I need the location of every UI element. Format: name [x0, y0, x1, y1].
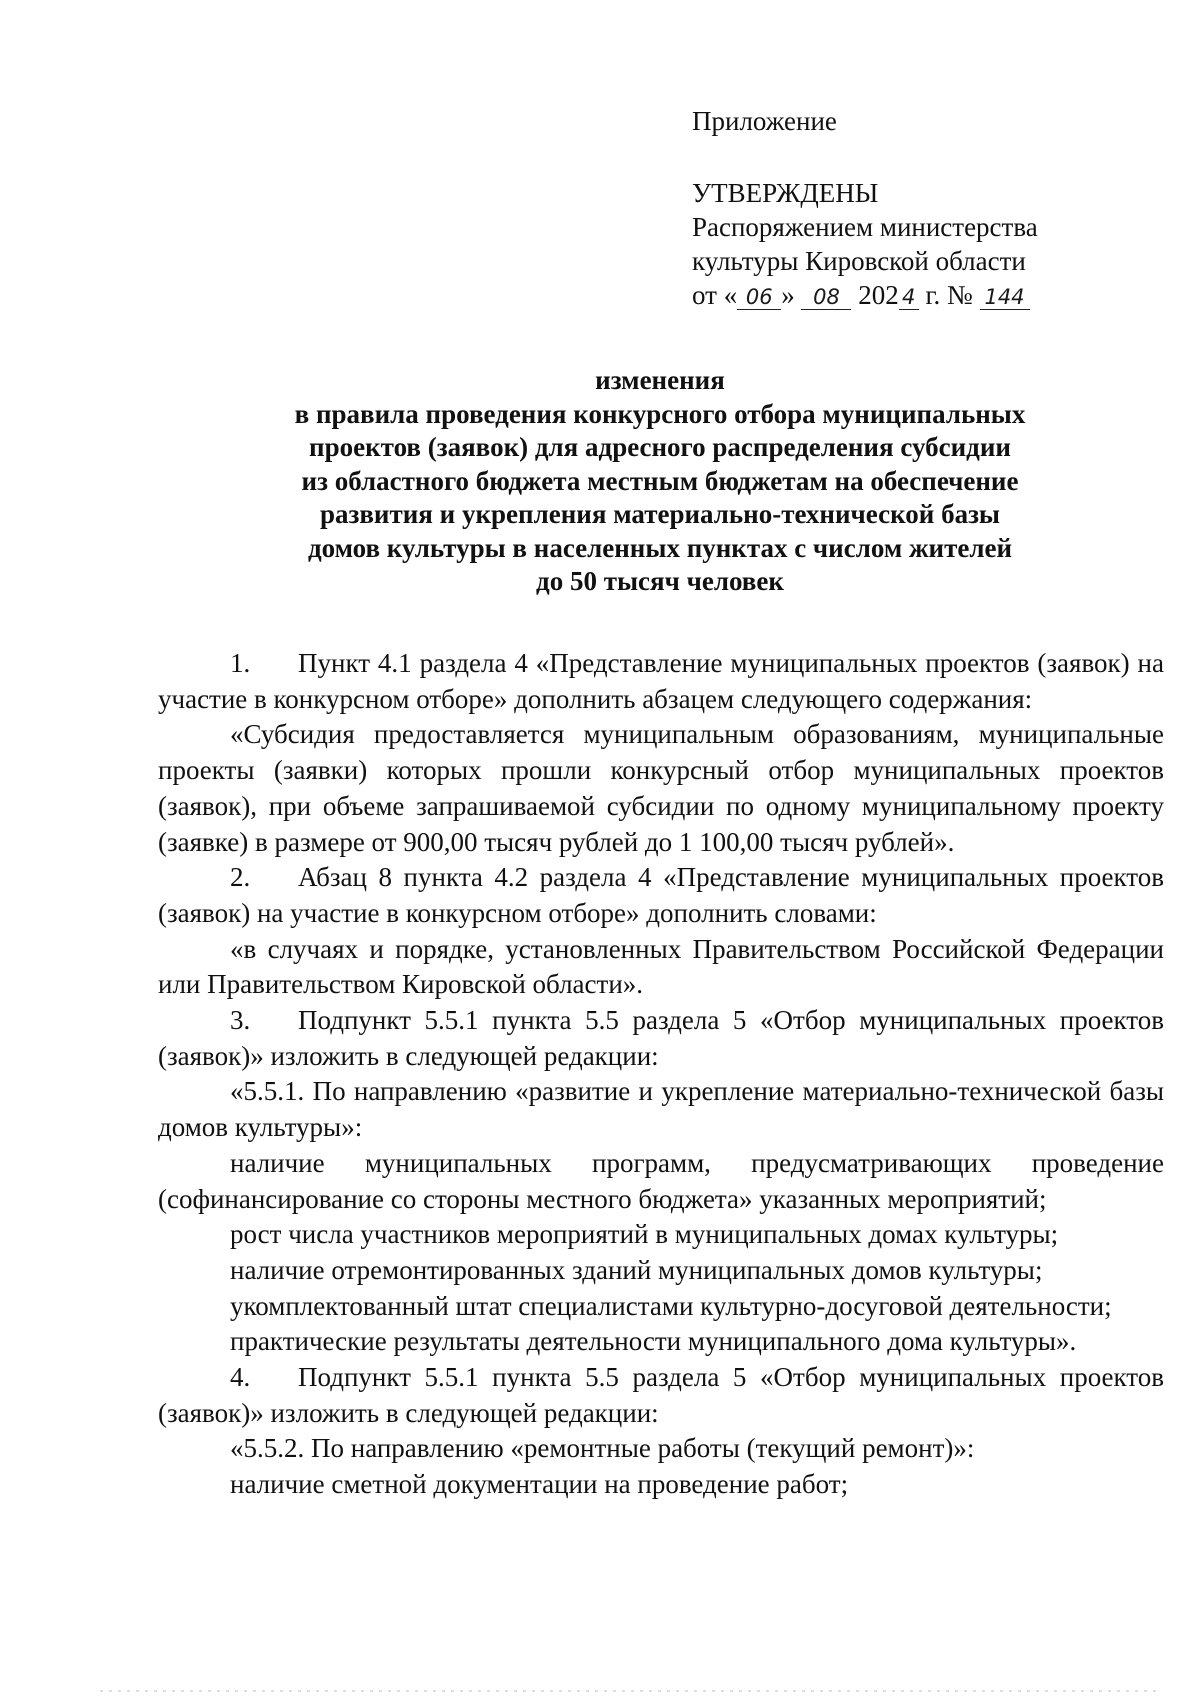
paragraph-4-quote: «5.5.2. По направлению «ремонтные работы (текущий ремонт)»:	[230, 1433, 975, 1464]
date-prefix: от «	[692, 280, 738, 310]
title-line: в правила проведения конкурсного отбора муниципальных	[294, 398, 1026, 429]
title-line: развития и укрепления материально-технической базы	[319, 499, 1001, 529]
criteria-item: наличие сметной документации на проведение работ;	[230, 1469, 849, 1500]
handwritten-number: 144	[980, 285, 1030, 310]
paragraph-number: 1.	[230, 648, 251, 678]
paragraph-2	[158, 860, 1164, 931]
handwritten-year-digit: 4	[899, 285, 919, 310]
paragraph-2-quote: «в случаях и порядке, установленных Правительством Российской Федерации или Правительством Кировской области».	[158, 933, 1164, 1000]
title-line: изменения	[595, 365, 725, 395]
paragraph-number: 2.	[230, 862, 251, 893]
criteria-item: наличие отремонтированных зданий муниципальных домов культуры;	[230, 1254, 1043, 1285]
paragraph-number: 4.	[230, 1362, 251, 1393]
title-line: домов культуры в населенных пунктах с числом жителей	[307, 532, 1013, 563]
date-mid: »	[781, 280, 795, 310]
title-line: из областного бюджета местным бюджетам на обеспечение	[301, 465, 1019, 496]
criteria-item: рост числа участников мероприятий в муниципальных домах культуры;	[230, 1219, 1059, 1250]
handwritten-month: 08	[801, 285, 851, 310]
year-suffix: г.	[925, 280, 941, 310]
title-line: до 50 тысяч человек	[536, 566, 784, 596]
paragraph-text: Подпункт 5.5.1 пункта 5.5 раздела 5 «Отбор муниципальных проектов (заявок)» изложить в следующей редакции:	[158, 1005, 1164, 1071]
approved-by-line-2: культуры Кировской области	[692, 246, 1026, 276]
paragraph-4	[158, 1360, 1164, 1431]
paragraph-1	[158, 646, 1164, 717]
paragraph-text: Пункт 4.1 раздела 4 «Представление муниципальных проектов (заявок) на участие в конкурсном отборе» дополнить абзацем следующего содержания:	[158, 648, 1164, 714]
title-line: проектов (заявок) для адресного распределения субсидии	[309, 432, 1011, 462]
paragraph-3	[158, 1003, 1164, 1074]
paragraph-3-quote: «5.5.1. По направлению «развитие и укрепление материально-технической базы домов культуры»:	[158, 1076, 1164, 1143]
annex-label: Приложение	[692, 106, 837, 136]
paragraph-1-quote: «Субсидия предоставляется муниципальным образованиям, муниципальные проекты (заявки) которых прошли конкурсный отбор муниципальных проектов (заявок), при объеме запрашиваемой субсидии по одному муниципальному проекту (заявке) в размере от 900,00 тысяч рублей до 1 100,00 тысяч рублей».	[158, 719, 1164, 857]
criteria-item: наличие муниципальных программ, предусматривающих проведение (софинансирование со стороны местного бюджета» указанных мероприятий;	[158, 1147, 1164, 1214]
paragraph-text: Подпункт 5.5.1 пункта 5.5 раздела 5 «Отбор муниципальных проектов (заявок)» изложить в следующей редакции:	[158, 1362, 1164, 1428]
paragraph-text: Абзац 8 пункта 4.2 раздела 4 «Представление муниципальных проектов (заявок) на участие в конкурсном отборе» дополнить словами:	[158, 862, 1164, 928]
approval-block	[692, 104, 1038, 312]
scan-artifact-line	[100, 1690, 1160, 1692]
handwritten-day: 06	[737, 285, 781, 310]
document-body	[158, 646, 1164, 1503]
criteria-item: практические результаты деятельности муниципального дома культуры».	[230, 1326, 1077, 1357]
approved-label: УТВЕРЖДЕНЫ	[692, 178, 879, 208]
number-prefix: №	[946, 280, 973, 310]
approved-by-line-1: Распоряжением министерства	[692, 212, 1038, 242]
criteria-item: укомплектованный штат специалистами культурно-досуговой деятельности;	[230, 1290, 1112, 1321]
approval-date-line	[692, 278, 1038, 312]
document-title	[150, 364, 1170, 599]
paragraph-number: 3.	[230, 1005, 251, 1036]
year-prefix: 202	[858, 280, 899, 310]
